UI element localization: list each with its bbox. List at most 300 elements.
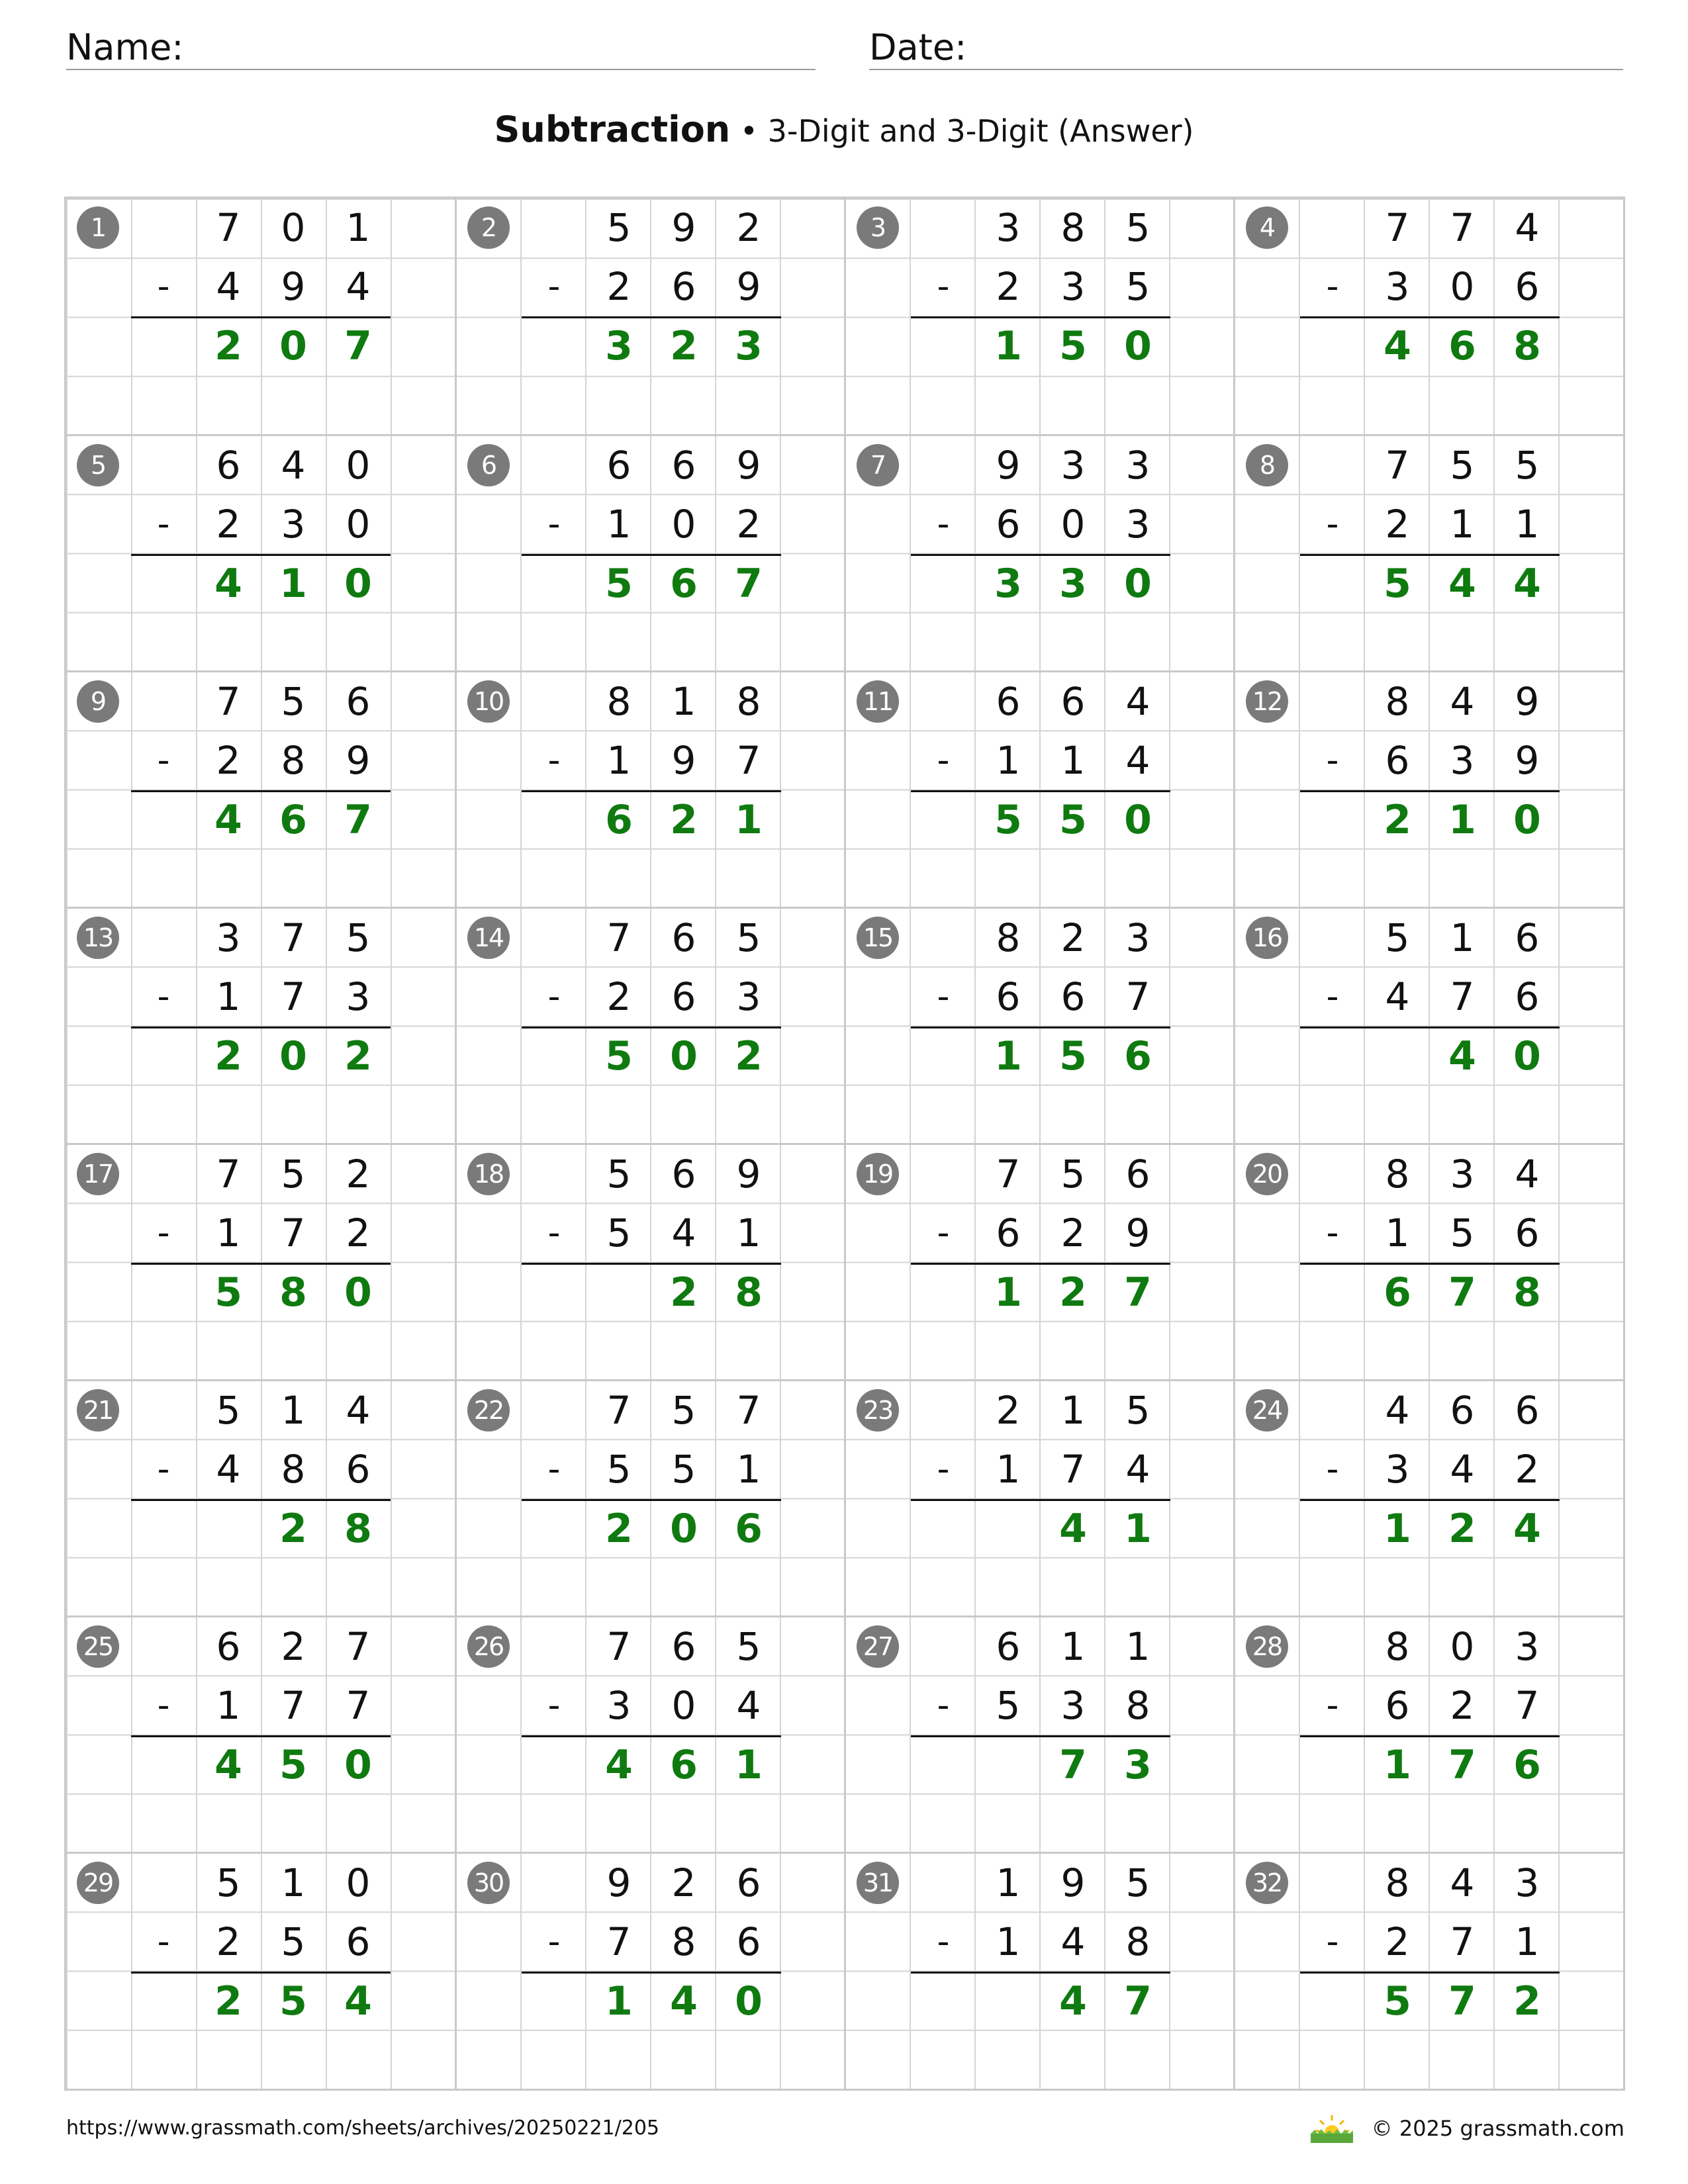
problem-number-badge: 2 xyxy=(467,206,510,249)
answer-digit[interactable]: 8 xyxy=(1513,1269,1541,1316)
subtrahend-digit: 7 xyxy=(1125,974,1150,1020)
subtrahend-digit: 2 xyxy=(1385,502,1410,547)
answer-digit[interactable]: 0 xyxy=(670,1505,698,1552)
minus-sign: - xyxy=(937,1449,950,1490)
problem-number-badge: 6 xyxy=(467,444,510,486)
minuend-digit: 6 xyxy=(1125,1152,1150,1197)
answer-digit[interactable]: 1 xyxy=(279,560,307,607)
answer-digit[interactable]: 3 xyxy=(1124,1741,1152,1788)
minus-sign: - xyxy=(937,977,950,1017)
problem-number-badge: 28 xyxy=(1246,1625,1288,1668)
problem-number-badge: 15 xyxy=(857,917,899,959)
answer-digit[interactable]: 0 xyxy=(279,1032,307,1079)
answer-digit[interactable]: 6 xyxy=(1383,1269,1411,1316)
subtrahend-digit: 6 xyxy=(671,264,696,310)
subtrahend-digit: 3 xyxy=(1450,738,1475,784)
subtrahend-digit: 4 xyxy=(216,1447,241,1492)
subtrahend-digit: 4 xyxy=(1385,974,1410,1020)
problem-number-badge: 4 xyxy=(1246,206,1288,249)
problem-number-badge: 29 xyxy=(77,1862,119,1904)
minuend-digit: 0 xyxy=(281,205,306,250)
answer-digit[interactable]: 7 xyxy=(344,322,372,369)
subtrahend-digit: 1 xyxy=(606,738,632,784)
problem xyxy=(455,1379,846,1617)
problem-number-badge: 11 xyxy=(857,680,899,723)
subtrahend-digit: 7 xyxy=(1450,974,1475,1020)
minuend-digit: 4 xyxy=(1515,205,1540,250)
minuend-digit: 0 xyxy=(346,1860,371,1905)
problem xyxy=(1233,907,1624,1145)
subtrahend-digit: 2 xyxy=(346,1210,371,1256)
minuend-digit: 2 xyxy=(346,1152,371,1197)
problem xyxy=(66,1615,455,1854)
answer-digit[interactable]: 8 xyxy=(344,1505,372,1552)
subtrahend-digit: 7 xyxy=(736,738,761,784)
subtrahend-digit: 7 xyxy=(346,1683,371,1729)
minuend-digit: 1 xyxy=(996,1860,1021,1905)
subtrahend-digit: 5 xyxy=(996,1683,1021,1729)
subtrahend-digit: 6 xyxy=(1515,1210,1540,1256)
subtrahend-digit: 9 xyxy=(346,738,371,784)
answer-digit[interactable]: 2 xyxy=(1513,1978,1541,2025)
minuend-digit: 6 xyxy=(996,679,1021,724)
subtrahend-digit: 1 xyxy=(736,1447,761,1492)
subtrahend-digit: 6 xyxy=(996,974,1021,1020)
minuend-digit: 4 xyxy=(1515,1152,1540,1197)
answer-digit[interactable]: 1 xyxy=(994,322,1022,369)
answer-digit[interactable]: 0 xyxy=(1124,796,1152,843)
minus-sign: - xyxy=(1326,977,1339,1017)
answer-digit[interactable]: 6 xyxy=(1513,1741,1541,1788)
subtrahend-digit: 2 xyxy=(996,264,1021,310)
minuend-digit: 6 xyxy=(1515,1388,1540,1433)
minuend-digit: 5 xyxy=(1060,1152,1086,1197)
minuend-digit: 2 xyxy=(996,1388,1021,1433)
subtrahend-digit: 5 xyxy=(671,1447,696,1492)
minuend-digit: 2 xyxy=(736,205,761,250)
minuend-digit: 8 xyxy=(1385,679,1410,724)
title-sub: • 3-Digit and 3-Digit (Answer) xyxy=(730,113,1194,149)
answer-digit[interactable]: 2 xyxy=(214,1978,242,2025)
minuend-digit: 5 xyxy=(346,915,371,960)
minuend-digit: 8 xyxy=(606,679,632,724)
answer-digit[interactable]: 1 xyxy=(605,1978,633,2025)
subtrahend-digit: 1 xyxy=(216,1210,241,1256)
subtrahend-digit: 3 xyxy=(736,974,761,1020)
subtrahend-digit: 1 xyxy=(1450,502,1475,547)
answer-digit[interactable]: 5 xyxy=(1059,322,1087,369)
answer-digit[interactable]: 5 xyxy=(279,1741,307,1788)
subtrahend-digit: 4 xyxy=(736,1683,761,1729)
subtrahend-digit: 5 xyxy=(1450,1210,1475,1256)
minus-sign: - xyxy=(1326,1686,1339,1726)
problem xyxy=(1233,1143,1624,1381)
answer-digit[interactable]: 1 xyxy=(1448,796,1476,843)
answer-digit[interactable]: 6 xyxy=(1448,322,1476,369)
minus-sign: - xyxy=(1326,741,1339,781)
subtrahend-digit: 6 xyxy=(1385,1683,1410,1729)
minuend-digit: 1 xyxy=(1125,1624,1150,1669)
answer-digit[interactable]: 0 xyxy=(1124,322,1152,369)
minuend-digit: 5 xyxy=(281,679,306,724)
minuend-digit: 6 xyxy=(671,1624,696,1669)
minuend-digit: 8 xyxy=(1385,1624,1410,1669)
problem-number-badge: 12 xyxy=(1246,680,1288,723)
subtrahend-digit: 9 xyxy=(1515,738,1540,784)
problem xyxy=(66,907,455,1145)
minus-sign: - xyxy=(157,1922,170,1962)
minuend-digit: 7 xyxy=(606,1624,632,1669)
minuend-digit: 5 xyxy=(1515,443,1540,488)
answer-digit[interactable]: 1 xyxy=(994,1032,1022,1079)
answer-digit[interactable]: 0 xyxy=(344,560,372,607)
problem-number-badge: 25 xyxy=(77,1625,119,1668)
problem xyxy=(844,1852,1235,2090)
minuend-digit: 7 xyxy=(1385,443,1410,488)
minuend-digit: 3 xyxy=(1450,1152,1475,1197)
answer-digit[interactable]: 7 xyxy=(1448,1269,1476,1316)
minuend-digit: 5 xyxy=(1125,1388,1150,1433)
minuend-digit: 7 xyxy=(281,915,306,960)
problem-number-badge: 16 xyxy=(1246,917,1288,959)
minuend-digit: 6 xyxy=(346,679,371,724)
answer-digit[interactable]: 0 xyxy=(670,1032,698,1079)
minus-sign: - xyxy=(547,1686,561,1726)
minuend-digit: 7 xyxy=(606,915,632,960)
subtrahend-digit: 7 xyxy=(281,1683,306,1729)
problem xyxy=(455,1143,846,1381)
subtrahend-digit: 9 xyxy=(1125,1210,1150,1256)
minuend-digit: 5 xyxy=(1450,443,1475,488)
answer-digit[interactable]: 5 xyxy=(605,560,633,607)
problem xyxy=(455,199,846,435)
minuend-digit: 2 xyxy=(671,1860,696,1905)
subtrahend-digit: 0 xyxy=(671,502,696,547)
minuend-digit: 5 xyxy=(216,1860,241,1905)
answer-digit[interactable]: 8 xyxy=(1513,322,1541,369)
answer-digit[interactable]: 6 xyxy=(670,560,698,607)
problem xyxy=(1233,1379,1624,1617)
subtrahend-digit: 1 xyxy=(606,502,632,547)
minuend-digit: 6 xyxy=(736,1860,761,1905)
answer-digit[interactable]: 2 xyxy=(214,1032,242,1079)
subtrahend-digit: 4 xyxy=(1450,1447,1475,1492)
subtrahend-digit: 3 xyxy=(346,974,371,1020)
answer-digit[interactable]: 0 xyxy=(344,1269,372,1316)
answer-digit[interactable]: 7 xyxy=(344,796,372,843)
subtrahend-digit: 2 xyxy=(216,502,241,547)
minus-sign: - xyxy=(157,504,170,545)
minus-sign: - xyxy=(1326,1922,1339,1962)
subtrahend-digit: 3 xyxy=(606,1683,632,1729)
answer-digit[interactable]: 2 xyxy=(1059,1269,1087,1316)
problem-number-badge: 5 xyxy=(77,444,119,486)
answer-digit[interactable]: 4 xyxy=(1513,560,1541,607)
subtrahend-digit: 4 xyxy=(1060,1919,1086,1965)
answer-digit[interactable]: 2 xyxy=(344,1032,372,1079)
minuend-digit: 1 xyxy=(346,205,371,250)
minuend-digit: 4 xyxy=(1125,679,1150,724)
subtrahend-digit: 1 xyxy=(1515,502,1540,547)
answer-digit[interactable]: 3 xyxy=(605,322,633,369)
subtrahend-digit: 8 xyxy=(281,738,306,784)
problem xyxy=(1233,1852,1624,2090)
problem-number-badge: 20 xyxy=(1246,1153,1288,1195)
minuend-digit: 3 xyxy=(1515,1860,1540,1905)
answer-digit[interactable]: 6 xyxy=(670,1741,698,1788)
answer-digit[interactable]: 1 xyxy=(735,1741,763,1788)
problem xyxy=(844,1615,1235,1854)
minus-sign: - xyxy=(1326,1449,1339,1490)
subtrahend-digit: 7 xyxy=(281,1210,306,1256)
problem xyxy=(844,434,1235,672)
answer-digit[interactable]: 4 xyxy=(1383,322,1411,369)
minuend-digit: 1 xyxy=(281,1860,306,1905)
answer-digit[interactable]: 3 xyxy=(735,322,763,369)
answer-digit[interactable]: 0 xyxy=(279,322,307,369)
minus-sign: - xyxy=(157,267,170,307)
subtrahend-digit: 0 xyxy=(671,1683,696,1729)
name-line[interactable] xyxy=(66,69,816,70)
minuend-digit: 6 xyxy=(671,915,696,960)
answer-digit[interactable]: 0 xyxy=(1513,1032,1541,1079)
answer-digit[interactable]: 0 xyxy=(735,1978,763,2025)
answer-digit[interactable]: 4 xyxy=(214,560,242,607)
answer-digit[interactable]: 4 xyxy=(1448,560,1476,607)
answer-digit[interactable]: 3 xyxy=(1059,560,1087,607)
subtrahend-digit: 7 xyxy=(1060,1447,1086,1492)
subtrahend-digit: 1 xyxy=(1060,738,1086,784)
answer-digit[interactable]: 0 xyxy=(1124,560,1152,607)
subtrahend-digit: 6 xyxy=(996,1210,1021,1256)
answer-digit[interactable]: 2 xyxy=(735,1032,763,1079)
minuend-digit: 5 xyxy=(671,1388,696,1433)
minuend-digit: 0 xyxy=(1450,1624,1475,1669)
problem xyxy=(1233,199,1624,435)
answer-digit[interactable]: 2 xyxy=(279,1505,307,1552)
answer-digit[interactable]: 5 xyxy=(1383,1978,1411,2025)
minuend-digit: 5 xyxy=(1125,1860,1150,1905)
answer-digit[interactable]: 5 xyxy=(1059,1032,1087,1079)
problem xyxy=(66,670,455,909)
answer-digit[interactable]: 2 xyxy=(670,796,698,843)
answer-digit[interactable]: 2 xyxy=(1383,796,1411,843)
minuend-digit: 4 xyxy=(281,443,306,488)
minus-sign: - xyxy=(157,977,170,1017)
minuend-digit: 6 xyxy=(671,1152,696,1197)
answer-digit[interactable]: 7 xyxy=(1124,1978,1152,2025)
minuend-digit: 5 xyxy=(736,915,761,960)
subtrahend-digit: 6 xyxy=(1385,738,1410,784)
problem-number-badge: 18 xyxy=(467,1153,510,1195)
problem xyxy=(66,1379,455,1617)
answer-digit[interactable]: 0 xyxy=(344,1741,372,1788)
subtrahend-digit: 5 xyxy=(606,1447,632,1492)
answer-digit[interactable]: 7 xyxy=(735,560,763,607)
minus-sign: - xyxy=(157,1213,170,1253)
minuend-digit: 4 xyxy=(346,1388,371,1433)
subtrahend-digit: 1 xyxy=(216,1683,241,1729)
minuend-digit: 7 xyxy=(996,1152,1021,1197)
minuend-digit: 3 xyxy=(1125,443,1150,488)
problem-number-badge: 26 xyxy=(467,1625,510,1668)
answer-digit[interactable]: 6 xyxy=(279,796,307,843)
answer-digit[interactable]: 4 xyxy=(1059,1978,1087,2025)
subtrahend-digit: 4 xyxy=(1125,738,1150,784)
minuend-digit: 3 xyxy=(1515,1624,1540,1669)
minus-sign: - xyxy=(547,977,561,1017)
subtrahend-digit: 7 xyxy=(281,974,306,1020)
minuend-digit: 6 xyxy=(1515,915,1540,960)
minuend-digit: 7 xyxy=(216,205,241,250)
answer-digit[interactable]: 0 xyxy=(1513,796,1541,843)
problem-number-badge: 30 xyxy=(467,1862,510,1904)
minuend-digit: 9 xyxy=(736,443,761,488)
answer-digit[interactable]: 1 xyxy=(1383,1741,1411,1788)
subtrahend-digit: 7 xyxy=(1515,1683,1540,1729)
subtrahend-digit: 2 xyxy=(606,264,632,310)
answer-digit[interactable]: 4 xyxy=(214,1741,242,1788)
answer-digit[interactable]: 5 xyxy=(279,1978,307,2025)
answer-digit[interactable]: 5 xyxy=(605,1032,633,1079)
subtrahend-digit: 4 xyxy=(216,264,241,310)
answer-digit[interactable]: 6 xyxy=(605,796,633,843)
subtrahend-digit: 9 xyxy=(281,264,306,310)
subtrahend-digit: 6 xyxy=(736,1919,761,1965)
answer-digit[interactable]: 4 xyxy=(214,796,242,843)
answer-digit[interactable]: 5 xyxy=(1059,796,1087,843)
subtrahend-digit: 1 xyxy=(736,1210,761,1256)
minuend-digit: 9 xyxy=(996,443,1021,488)
subtrahend-digit: 1 xyxy=(996,1447,1021,1492)
subtrahend-digit: 3 xyxy=(1060,264,1086,310)
answer-digit[interactable]: 7 xyxy=(1124,1269,1152,1316)
minus-sign: - xyxy=(547,1922,561,1962)
minuend-digit: 8 xyxy=(996,915,1021,960)
subtrahend-digit: 5 xyxy=(281,1919,306,1965)
minus-sign: - xyxy=(937,741,950,781)
answer-digit[interactable]: 3 xyxy=(994,560,1022,607)
minuend-digit: 8 xyxy=(736,679,761,724)
minuend-digit: 8 xyxy=(1385,1860,1410,1905)
title-main: Subtraction xyxy=(494,109,731,150)
problem xyxy=(1233,670,1624,909)
subtrahend-digit: 2 xyxy=(1385,1919,1410,1965)
minuend-digit: 1 xyxy=(671,679,696,724)
answer-digit[interactable]: 1 xyxy=(1383,1505,1411,1552)
subtrahend-digit: 1 xyxy=(996,1919,1021,1965)
answer-digit[interactable]: 8 xyxy=(735,1269,763,1316)
date-line[interactable] xyxy=(869,69,1623,70)
problem-number-badge: 22 xyxy=(467,1389,510,1432)
problem-number-badge: 32 xyxy=(1246,1862,1288,1904)
answer-digit[interactable]: 5 xyxy=(1383,560,1411,607)
answer-digit[interactable]: 4 xyxy=(1448,1032,1476,1079)
minus-sign: - xyxy=(157,741,170,781)
subtrahend-digit: 6 xyxy=(996,502,1021,547)
name-label: Name: xyxy=(66,26,184,68)
problem xyxy=(66,1852,455,2090)
problem-number-badge: 19 xyxy=(857,1153,899,1195)
answer-digit[interactable]: 7 xyxy=(1448,1741,1476,1788)
problem xyxy=(66,199,455,435)
answer-digit[interactable]: 5 xyxy=(994,796,1022,843)
answer-digit[interactable]: 5 xyxy=(214,1269,242,1316)
answer-digit[interactable]: 1 xyxy=(994,1269,1022,1316)
problem xyxy=(66,1143,455,1381)
minus-sign: - xyxy=(157,1686,170,1726)
minus-sign: - xyxy=(547,1449,561,1490)
problem xyxy=(455,907,846,1145)
minuend-digit: 4 xyxy=(1385,1388,1410,1433)
minus-sign: - xyxy=(937,1922,950,1962)
answer-digit[interactable]: 4 xyxy=(605,1741,633,1788)
subtrahend-digit: 9 xyxy=(736,264,761,310)
minuend-digit: 7 xyxy=(736,1388,761,1433)
minuend-digit: 7 xyxy=(216,679,241,724)
subtrahend-digit: 1 xyxy=(996,738,1021,784)
answer-digit[interactable]: 1 xyxy=(735,796,763,843)
subtrahend-digit: 4 xyxy=(671,1210,696,1256)
problem-number-badge: 14 xyxy=(467,917,510,959)
problem-number-badge: 8 xyxy=(1246,444,1288,486)
answer-digit[interactable]: 7 xyxy=(1448,1978,1476,2025)
minus-sign: - xyxy=(1326,504,1339,545)
answer-digit[interactable]: 4 xyxy=(344,1978,372,2025)
minuend-digit: 2 xyxy=(1060,915,1086,960)
answer-digit[interactable]: 4 xyxy=(1513,1505,1541,1552)
minus-sign: - xyxy=(937,1686,950,1726)
answer-digit[interactable]: 8 xyxy=(279,1269,307,1316)
minuend-digit: 5 xyxy=(606,1152,632,1197)
problem xyxy=(1233,434,1624,672)
problem xyxy=(844,1143,1235,1381)
minuend-digit: 6 xyxy=(216,1624,241,1669)
subtrahend-digit: 8 xyxy=(1125,1919,1150,1965)
answer-digit[interactable]: 6 xyxy=(735,1505,763,1552)
minuend-digit: 5 xyxy=(281,1152,306,1197)
answer-digit[interactable]: 6 xyxy=(1124,1032,1152,1079)
problem-number-badge: 10 xyxy=(467,680,510,723)
subtrahend-digit: 5 xyxy=(606,1210,632,1256)
minuend-digit: 6 xyxy=(996,1624,1021,1669)
problem-number-badge: 24 xyxy=(1246,1389,1288,1432)
minuend-digit: 1 xyxy=(281,1388,306,1433)
minuend-digit: 5 xyxy=(216,1388,241,1433)
minuend-digit: 6 xyxy=(216,443,241,488)
answer-digit[interactable]: 1 xyxy=(1124,1505,1152,1552)
subtrahend-digit: 1 xyxy=(1515,1919,1540,1965)
minus-sign: - xyxy=(547,504,561,545)
minus-sign: - xyxy=(547,267,561,307)
minuend-digit: 9 xyxy=(736,1152,761,1197)
answer-digit[interactable]: 7 xyxy=(1059,1741,1087,1788)
minuend-digit: 6 xyxy=(671,443,696,488)
answer-digit[interactable]: 2 xyxy=(670,322,698,369)
problem-number-badge: 1 xyxy=(77,206,119,249)
sun-over-grass-icon xyxy=(1308,2113,1356,2144)
date-label: Date: xyxy=(869,26,967,68)
answer-digit[interactable]: 4 xyxy=(670,1978,698,2025)
answer-digit[interactable]: 2 xyxy=(1448,1505,1476,1552)
answer-digit[interactable]: 2 xyxy=(605,1505,633,1552)
answer-digit[interactable]: 2 xyxy=(214,322,242,369)
answer-digit[interactable]: 4 xyxy=(1059,1505,1087,1552)
subtrahend-digit: 2 xyxy=(606,974,632,1020)
answer-digit[interactable]: 2 xyxy=(670,1269,698,1316)
minus-sign: - xyxy=(157,1449,170,1490)
minuend-digit: 7 xyxy=(606,1388,632,1433)
